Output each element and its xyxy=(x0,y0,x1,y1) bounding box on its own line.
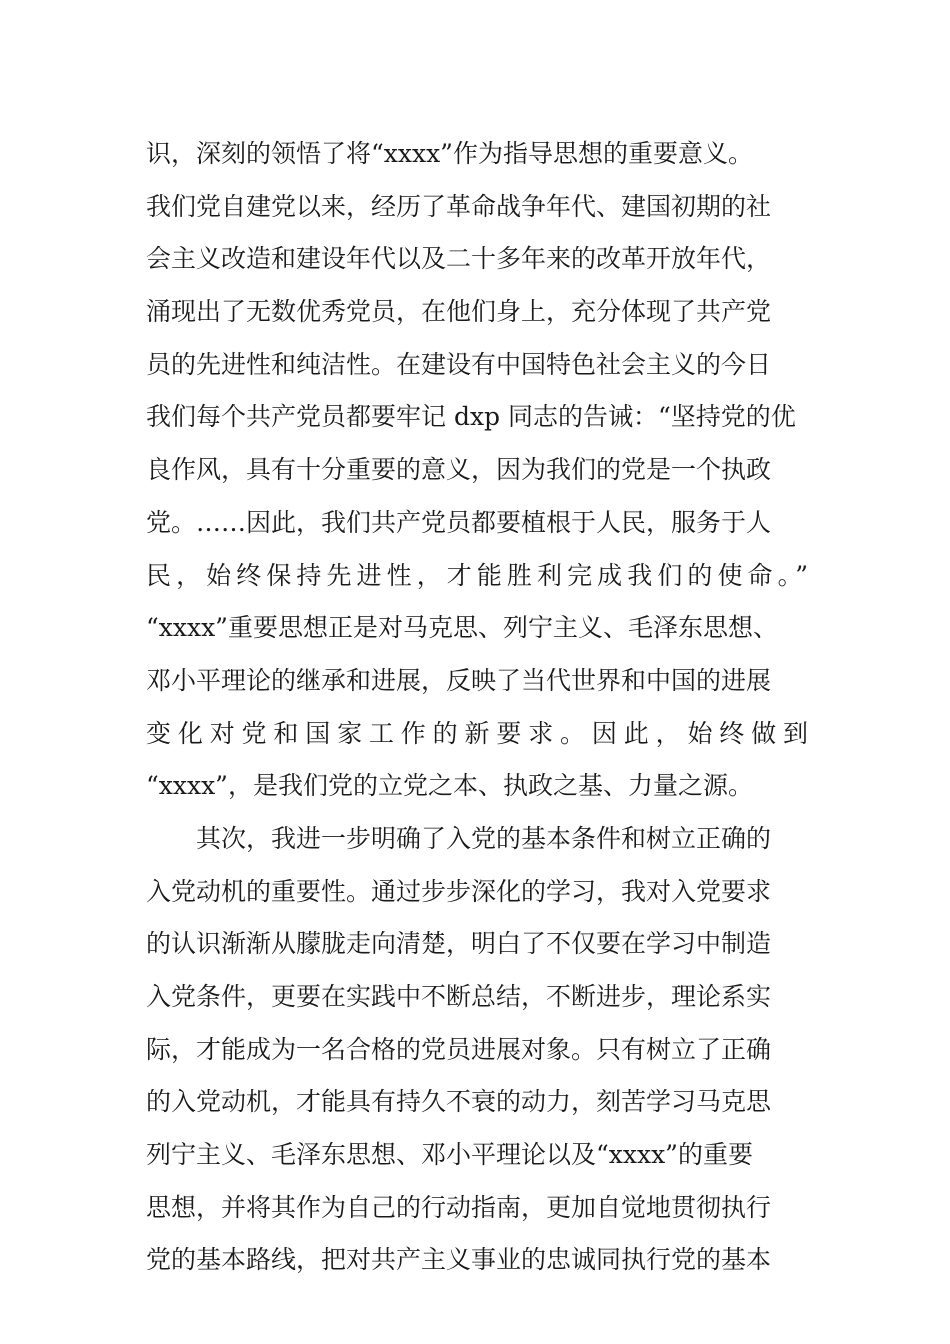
text-line: 思想，并将其作为自己的行动指南，更加自觉地贯彻执行 xyxy=(146,1192,772,1222)
text-line: 我们党自建党以来，经历了革命战争年代、建国初期的社 xyxy=(146,191,772,221)
text-line: 会主义改造和建设年代以及二十多年来的改革开放年代， xyxy=(146,244,772,274)
paragraph-first-line: 其次，我进一步明确了入党的基本条件和树立正确的 xyxy=(196,823,772,853)
text-line: 党的基本路线，把对共产主义事业的忠诚同执行党的基本 xyxy=(146,1245,772,1275)
text-line: 的认识渐渐从朦胧走向清楚，明白了不仅要在学习中制造 xyxy=(146,929,772,959)
text-line: 列宁主义、毛泽东思想、邓小平理论以及“xxxx”的重要 xyxy=(146,1140,753,1170)
text-line: 邓小平理论的继承和进展，反映了当代世界和中国的进展 xyxy=(146,665,772,695)
text-line: 际，才能成为一名合格的党员进展对象。只有树立了正确 xyxy=(146,1034,772,1064)
text-line: 入党动机的重要性。通过步步深化的学习，我对入党要求 xyxy=(146,876,772,906)
text-line: 涌现出了无数优秀党员，在他们身上，充分体现了共产党 xyxy=(146,297,772,327)
text-line: 入党条件，更要在实践中不断总结，不断进步，理论系实 xyxy=(146,982,772,1011)
text-line: 识，深刻的领悟了将“xxxx”作为指导思想的重要意义。 xyxy=(146,139,753,168)
text-line: “xxxx”重要思想正是对马克思、列宁主义、毛泽东思想、 xyxy=(146,613,778,643)
text-line: 员的先进性和纯洁性。在建设有中国特色社会主义的今日 xyxy=(146,349,772,379)
text-line: 变化对党和国家工作的新要求。因此，始终做到 xyxy=(146,718,808,748)
text-line: 党。……因此，我们共产党员都要植根于人民，服务于人 xyxy=(146,507,772,537)
body-text xyxy=(146,128,808,1287)
text-line: 良作风，具有十分重要的意义，因为我们的党是一个执政 xyxy=(146,455,772,485)
text-line: “xxxx”，是我们党的立党之本、执政之基、力量之源。 xyxy=(146,771,753,801)
text-line: 民，始终保持先进性，才能胜利完成我们的使命。” xyxy=(146,560,808,590)
text-line: 的入党动机，才能具有持久不衰的动力，刻苦学习马克思 xyxy=(146,1087,772,1117)
text-line: 我们每个共产党员都要牢记 dxp 同志的告诫：“坚持党的优 xyxy=(146,402,796,432)
